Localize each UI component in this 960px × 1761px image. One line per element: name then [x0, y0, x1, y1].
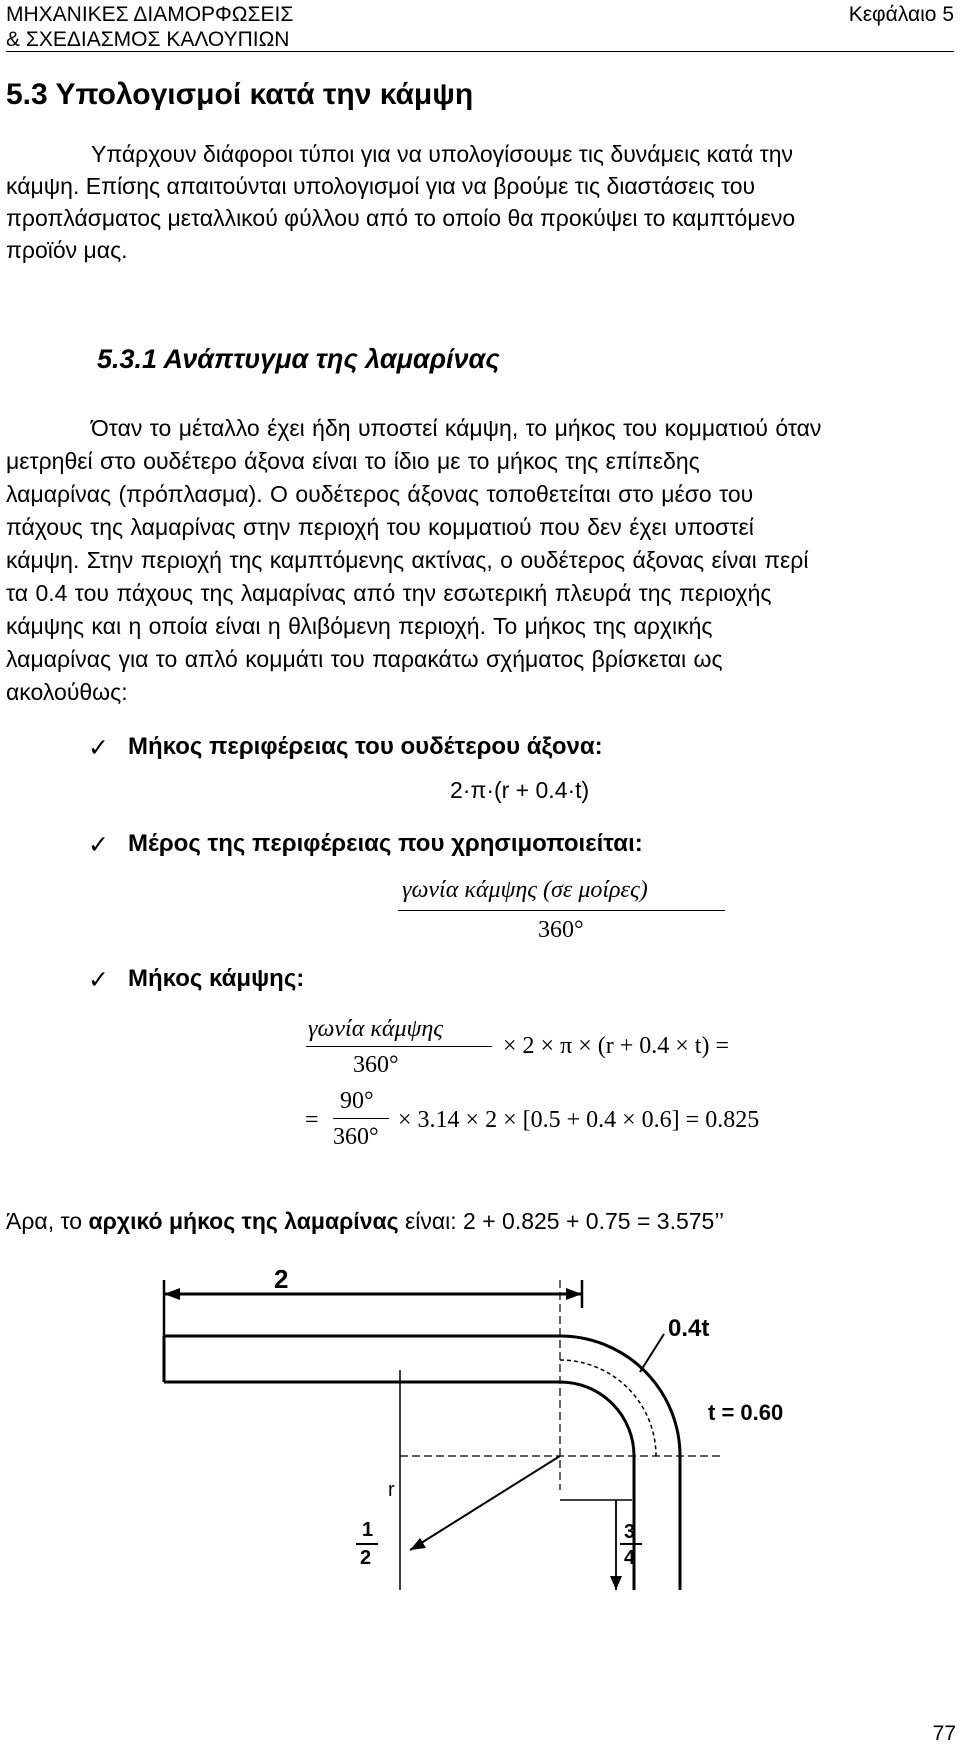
- inner-bend: [560, 1382, 634, 1590]
- intro-line-1: Υπάρχουν διάφοροι τύποι για να υπολογίσουμε τις δυνάμεις κατά την: [91, 141, 794, 167]
- body-line-8: λαμαρίνας για το απλό κομμάτι του παρακάτω σχήματος βρίσκεται ως: [6, 646, 723, 672]
- intro-line-4: προϊόν μας.: [6, 237, 128, 263]
- checklist-item-1: [88, 733, 603, 762]
- outer-bend: [560, 1336, 680, 1590]
- figure-label-half-den: 2: [360, 1547, 372, 1569]
- intro-paragraph: [6, 138, 954, 266]
- header-line-1: ΜΗΧΑΝΙΚΕΣ ΔΙΑΜΟΡΦΩΣΕΙΣ: [6, 3, 294, 26]
- figure-label-3-4-num: 3: [624, 1521, 636, 1543]
- conclusion-prefix: Άρα, το: [6, 1208, 89, 1234]
- header-rule: [6, 51, 954, 52]
- body-line-7: κάμψης και η οποία είναι η θλιβόμενη περιοχή. Το μήκος της αρχικής: [6, 613, 713, 639]
- body-line-5: κάμψη. Στην περιοχή της καμπτόμενης ακτίνας, ο ουδέτερος άξονας είναι περί: [6, 547, 809, 573]
- neutral-axis: [560, 1360, 656, 1456]
- checklist-item-3-text: Μήκος κάμψης:: [128, 965, 305, 992]
- section-heading: 5.3 Υπολογισμοί κατά την κάμψη: [6, 78, 474, 111]
- body-line-1: Όταν το μέταλλο έχει ήδη υποστεί κάμψη, το μήκος του κομματιού όταν: [91, 415, 822, 441]
- checkmark-icon: ✓: [88, 734, 109, 762]
- figure-label-0-4t: 0.4t: [668, 1315, 710, 1342]
- conclusion-line: [6, 1208, 724, 1235]
- calc-row1-expression: × 2 × π × (r + 0.4 × t) =: [503, 1033, 729, 1059]
- arrow-right: [566, 1288, 582, 1300]
- body-line-6: τα 0.4 του πάχους της λαμαρίνας από την εσωτερική πλευρά της περιοχής: [6, 580, 772, 606]
- conclusion-suffix: είναι: 2 + 0.825 + 0.75 = 3.575’’: [398, 1208, 725, 1234]
- checklist-item-2: [88, 830, 643, 859]
- chapter-label: Κεφάλαιο 5: [848, 3, 954, 26]
- calc-row1-bar: [306, 1046, 492, 1047]
- body-paragraph: [6, 412, 956, 709]
- header-line-2: & ΣΧΕΔΙΑΣΜΟΣ ΚΑΛΟΥΠΙΩΝ: [6, 28, 290, 51]
- calc-row2-numerator: 90°: [340, 1088, 374, 1114]
- subsection-heading: 5.3.1 Ανάπτυγμα της λαμαρίνας: [97, 344, 500, 374]
- formula-circumference: 2·π·(r + 0.4·t): [450, 777, 590, 803]
- checkmark-icon: ✓: [88, 831, 109, 859]
- figure-label-2: 2: [274, 1264, 289, 1294]
- checkmark-icon: ✓: [88, 966, 109, 994]
- checklist-item-3: [88, 965, 305, 994]
- calc-row1-numerator: γωνία κάμψης: [308, 1016, 444, 1042]
- arrow-down: [610, 1576, 622, 1590]
- figure-label-r: r: [388, 1479, 395, 1501]
- figure-label-thickness: t = 0.60: [708, 1400, 784, 1425]
- calc-row2-expression: × 3.14 × 2 × [0.5 + 0.4 × 0.6] = 0.825: [398, 1107, 760, 1133]
- fraction-numerator-angle: γωνία κάμψης (σε μοίρες): [402, 877, 648, 903]
- fraction-bar: [398, 910, 725, 911]
- intro-line-2: κάμψη. Επίσης απαιτούνται υπολογισμοί για να βρούμε τις διαστάσεις του: [6, 173, 756, 199]
- body-line-9: ακολούθως:: [6, 679, 128, 705]
- body-line-3: λαμαρίνας (πρόπλασμα). Ο ουδέτερος άξονας τοποθετείται στο μέσο του: [6, 481, 754, 507]
- calc-row2-denominator: 360°: [333, 1124, 379, 1150]
- neutral-leader: [640, 1334, 664, 1372]
- page-number: 77: [932, 1722, 956, 1745]
- radius-line: [410, 1456, 560, 1550]
- calc-row2-bar: [333, 1118, 389, 1119]
- body-line-2: μετρηθεί στο ουδέτερο άξονα είναι το ίδιο με το μήκος της επίπεδης: [6, 448, 700, 474]
- intro-line-3: προπλάσματος μεταλλικού φύλλου από το οποίο θα προκύψει το καμπτόμενο: [6, 205, 796, 231]
- calc-row2-equals: =: [305, 1107, 319, 1133]
- arrow-left: [164, 1288, 180, 1300]
- figure-label-half-num: 1: [362, 1519, 374, 1541]
- bent-sheet-figure: [0, 1260, 960, 1600]
- radius-arrow: [410, 1538, 426, 1550]
- checklist-item-1-text: Μήκος περιφέρειας του ουδέτερου άξονα:: [128, 733, 603, 760]
- running-header-left: [6, 2, 293, 52]
- figure-label-3-4-den: 4: [624, 1547, 636, 1569]
- checklist-item-2-text: Μέρος της περιφέρειας που χρησιμοποιείται:: [128, 830, 643, 857]
- conclusion-bold: αρχικό μήκος της λαμαρίνας: [88, 1208, 399, 1234]
- calc-row1-denominator: 360°: [353, 1052, 399, 1078]
- body-line-4: πάχους της λαμαρίνας στην περιοχή του κομματιού που δεν έχει υποστεί: [6, 514, 754, 540]
- fraction-denominator: 360°: [538, 917, 584, 943]
